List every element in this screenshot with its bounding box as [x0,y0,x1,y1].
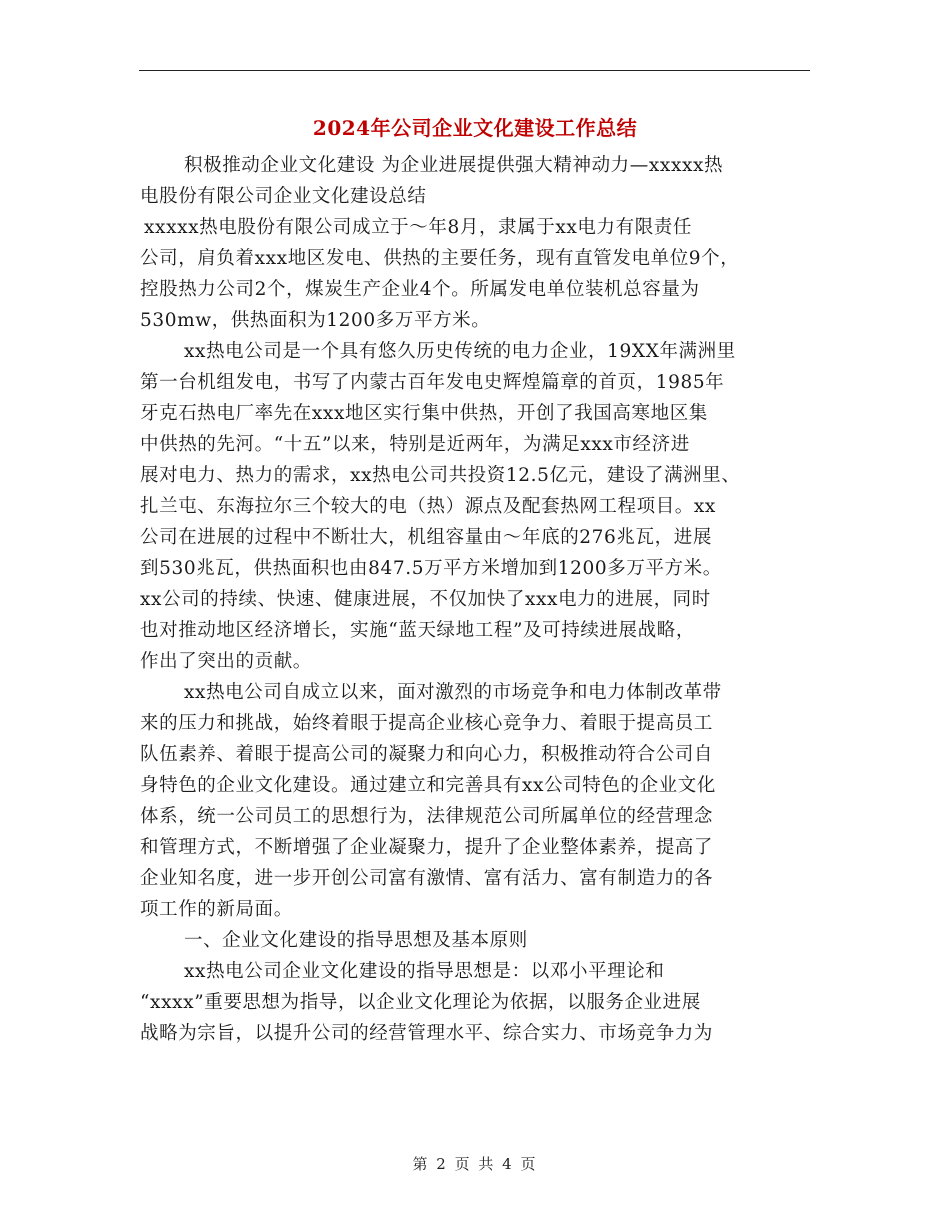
document-body [140,150,812,1049]
header-rule [139,70,810,71]
paragraph-line: xx公司的持续、快速、健康进展，不仅加快了xxx电力的进展，同时 [140,589,711,610]
paragraph-line: 体系，统一公司员工的思想行为，法律规范公司所属单位的经营理念 [140,806,714,827]
paragraph-line: 作出了突出的贡献。 [140,651,312,672]
paragraph-line: 身特色的企业文化建设。通过建立和完善具有xx公司特色的企业文化 [140,775,716,796]
paragraph-line: 公司，肩负着xxx地区发电、供热的主要任务，现有直管发电单位9个， [140,248,740,269]
paragraph-line: 公司在进展的过程中不断壮大，机组容量由～年底的276兆瓦，进展 [140,527,712,548]
paragraph-line: 控股热力公司2个，煤炭生产企业4个。所属发电单位装机总容量为 [140,279,700,300]
paragraph-line: 队伍素养、着眼于提高公司的凝聚力和向心力，积极推动符合公司自 [140,744,714,765]
paragraph-line: 牙克石热电厂率先在xxx地区实行集中供热，开创了我国高寒地区集 [140,403,708,424]
paragraph-line: xxxxx热电股份有限公司成立于～年8月，隶属于xx电力有限责任 [144,217,693,238]
paragraph-line: 530mw，供热面积为1200多万平方米。 [140,310,491,331]
paragraph-line: 也对推动地区经济增长，实施“蓝天绿地工程”及可持续进展战略， [140,620,695,641]
document-title: 2024年公司企业文化建设工作总结 [312,116,638,140]
paragraph-line: 来的压力和挑战，始终着眼于提高企业核心竞争力、着眼于提高员工 [140,713,714,734]
paragraph-line: “xxxx”重要思想为指导，以企业文化理论为依据，以服务企业进展 [140,992,701,1013]
paragraph-line: 和管理方式，不断增强了企业凝聚力，提升了企业整体素养，提高了 [140,837,714,858]
paragraph-line: xx热电公司企业文化建设的指导思想是：以邓小平理论和 [184,961,665,982]
paragraph-line: 中供热的先河。“十五”以来，特别是近两年，为满足xxx市经济进 [140,434,690,455]
paragraph-line: 企业知名度，进一步开创公司富有激情、富有活力、富有制造力的各 [140,868,714,889]
section-heading: 一、企业文化建设的指导思想及基本原则 [184,930,528,951]
paragraph-line: 项工作的新局面。 [140,899,293,920]
paragraph-line: 第一台机组发电，书写了内蒙古百年发电史辉煌篇章的首页，1985年 [140,372,725,393]
paragraph-line: 战略为宗旨，以提升公司的经营管理水平、综合实力、市场竞争力为 [140,1023,714,1044]
page-number: 第 2 页 共 4 页 [412,1155,538,1173]
paragraph-line: xx热电公司自成立以来，面对激烈的市场竞争和电力体制改革带 [184,682,722,703]
paragraph-line: 到530兆瓦，供热面积也由847.5万平方米增加到1200多万平方米。 [140,558,722,579]
subtitle-line: 积极推动企业文化建设 为企业进展提供强大精神动力—xxxxx热 [184,155,724,176]
paragraph-line: xx热电公司是一个具有悠久历史传统的电力企业，19XX年满洲里 [184,341,736,362]
paragraph-line: 扎兰屯、东海拉尔三个较大的电（热）源点及配套热网工程项目。xx [140,496,716,517]
paragraph-line: 展对电力、热力的需求，xx热电公司共投资12.5亿元，建设了满洲里、 [140,465,741,486]
subtitle-line: 电股份有限公司企业文化建设总结 [140,186,427,207]
